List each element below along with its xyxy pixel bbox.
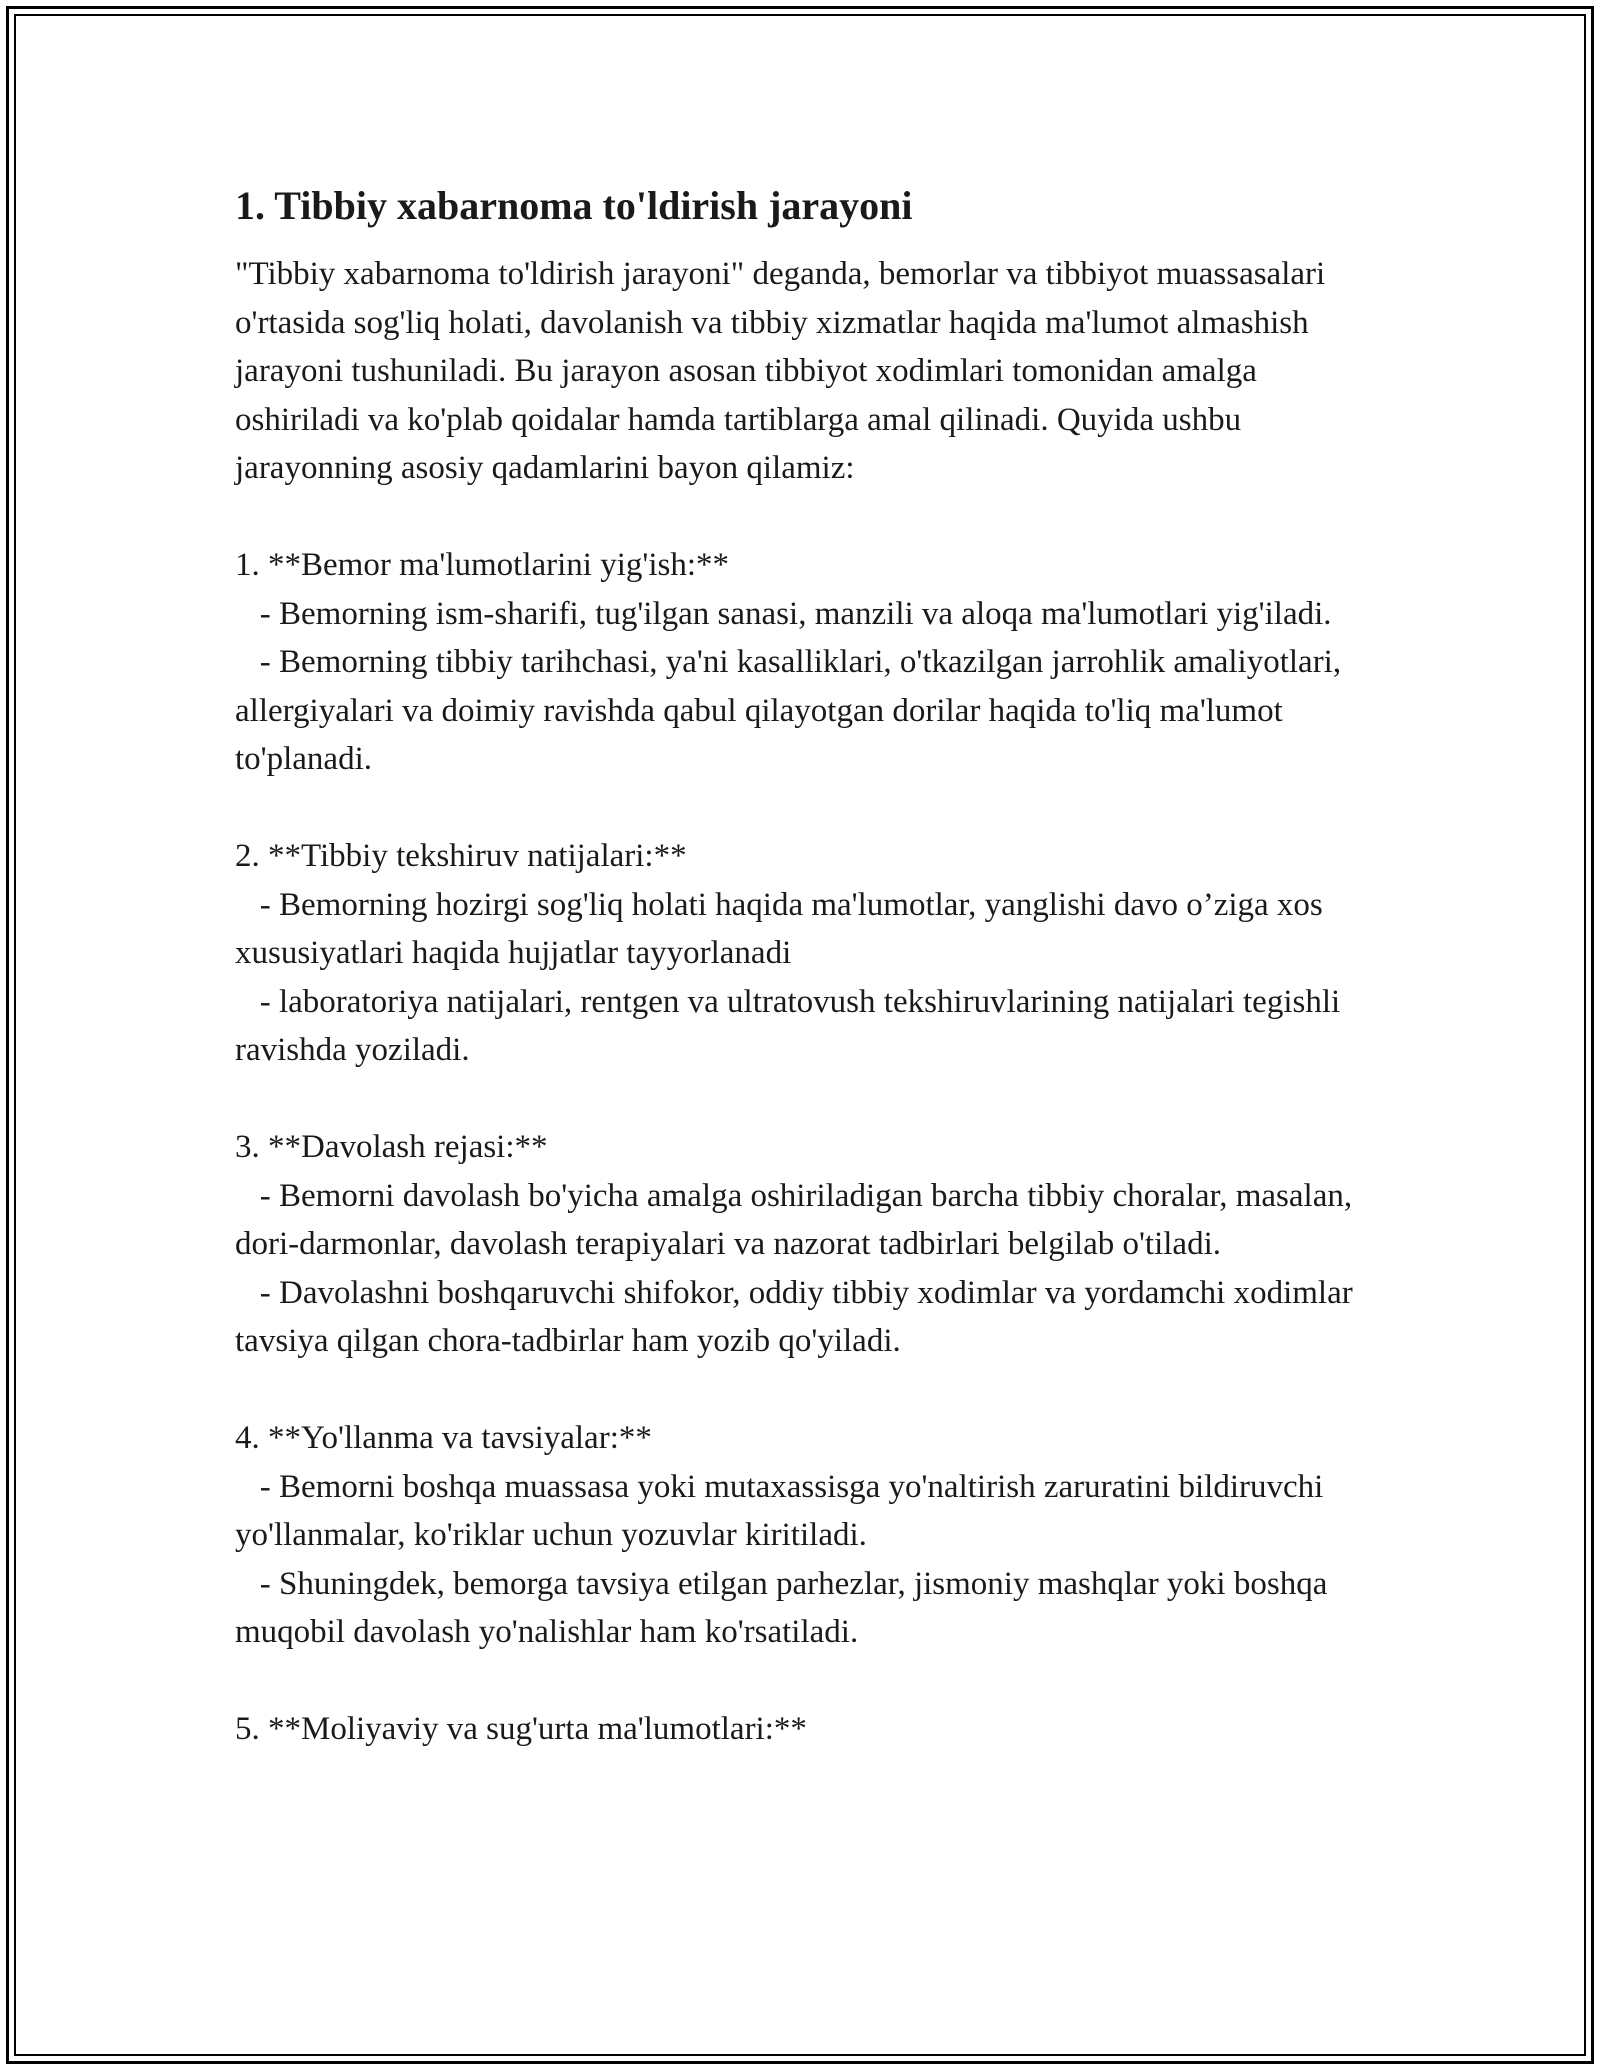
section-item: - Bemorning tibbiy tarihchasi, ya'ni kasalliklari, o'tkazilgan jarrohlik amaliyotlari, allergiyalari va doimiy ravishda qabul qilayotgan dorilar haqida to'liq ma'lumot to'planadi.	[235, 644, 1350, 777]
document-title: 1. Tibbiy xabarnoma to'ldirish jarayoni	[235, 183, 913, 228]
section-item: - Bemorning hozirgi sog'liq holati haqida ma'lumotlar, yanglishi davo o’ziga xos xususiyatlari haqida hujjatlar tayyorlanadi	[235, 886, 1332, 971]
section-heading: 2. **Tibbiy tekshiruv natijalari:**	[235, 838, 687, 874]
section-heading: 3. **Davolash rejasi:**	[235, 1129, 548, 1165]
section-heading: 4. **Yo'llanma va tavsiyalar:**	[235, 1420, 652, 1456]
section-item: - laboratoriya natijalari, rentgen va ultratovush tekshiruvlarining natijalari tegishli ravishda yoziladi.	[235, 983, 1349, 1068]
section-heading: 5. **Moliyaviy va sug'urta ma'lumotlari:**	[235, 1711, 807, 1747]
spacer-line	[235, 1075, 1385, 1124]
section-item: - Bemorning ism-sharifi, tug'ilgan sanasi, manzili va aloqa ma'lumotlari yig'iladi.	[235, 595, 1332, 632]
spacer-line	[235, 493, 1385, 542]
section-item: - Davolashni boshqaruvchi shifokor, oddiy tibbiy xodimlar va yordamchi xodimlar tavsiya qilgan chora-tadbirlar ham yozib qo'yiladi.	[235, 1274, 1361, 1359]
spacer-line	[235, 1657, 1385, 1706]
section-item: - Shuningdek, bemorga tavsiya etilgan parhezlar, jismoniy mashqlar yoki boshqa muqobil davolash yo'nalishlar ham ko'rsatiladi.	[235, 1565, 1336, 1650]
intro-paragraph: "Tibbiy xabarnoma to'ldirish jarayoni" deganda, bemorlar va tibbiyot muassasalari o'rtasida sog'liq holati, davolanish va tibbiy xizmatlar haqida ma'lumot almashish jarayoni tushuniladi. Bu jarayon asosan tibbiyot xodimlari tomonidan amalga oshiriladi va ko'plab qoidalar hamda tartiblarga amal qilinadi. Quyida ushbu jarayonning asosiy qadamlarini bayon qilamiz:	[235, 256, 1334, 486]
section-item: - Bemorni davolash bo'yicha amalga oshiriladigan barcha tibbiy choralar, masalan, dori-darmonlar, davolash terapiyalari va nazorat tadbirlari belgilab o'tiladi.	[235, 1177, 1361, 1262]
section-item: - Bemorni boshqa muassasa yoki mutaxassisga yo'naltirish zaruratini bildiruvchi yo'llanmalar, ko'riklar uchun yozuvlar kiritiladi.	[235, 1468, 1332, 1553]
section-heading: 1. **Bemor ma'lumotlarini yig'ish:**	[235, 547, 730, 583]
spacer-line	[235, 784, 1385, 833]
spacer-line	[235, 1366, 1385, 1415]
document-body	[235, 180, 1385, 1754]
